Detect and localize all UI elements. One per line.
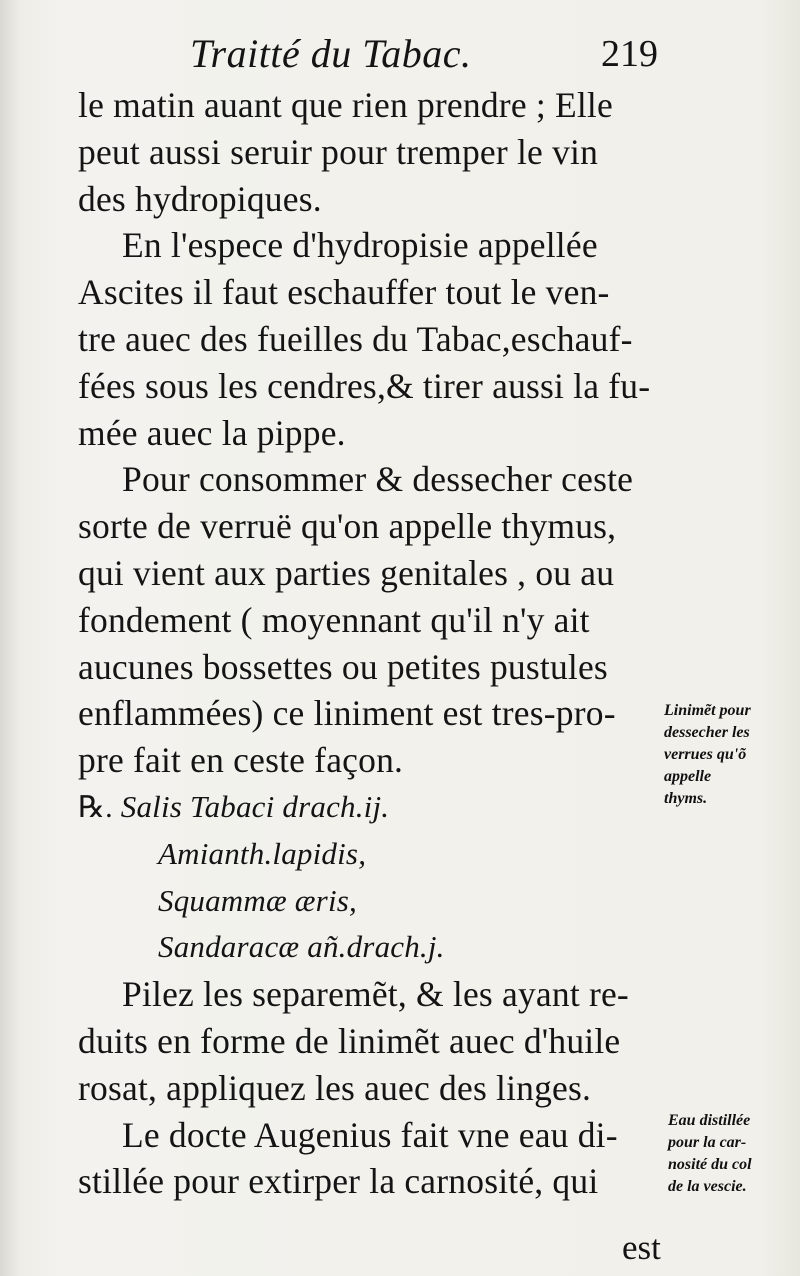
text-line: qui vient aux parties genitales , ou au <box>78 552 615 593</box>
text-line: Le docte Augenius fait vne eau di- <box>122 1114 618 1155</box>
margin-note-line: thyms. <box>664 790 708 807</box>
text-line: des hydropiques. <box>78 178 322 219</box>
margin-note-line: verrues qu'õ <box>664 746 747 763</box>
margin-note-line: dessecher les <box>664 724 750 741</box>
text-line: aucunes bossettes ou petites pustules <box>78 646 608 687</box>
margin-note-eau-distillee <box>668 1110 798 1198</box>
margin-note-line: pour la car- <box>668 1134 747 1151</box>
recipe-symbol: ℞. <box>78 790 113 824</box>
text-line: Pour consommer & dessecher ceste <box>122 459 634 500</box>
margin-note-liniment <box>664 700 794 810</box>
text-line: fées sous les cendres,& tirer aussi la fu- <box>78 365 651 406</box>
text-line: enflammées) ce liniment est tres-pro- <box>78 693 616 734</box>
margin-note-line: Linimẽt pour <box>664 702 751 719</box>
text-line: Ascites il faut eschauffer tout le ven- <box>78 272 610 313</box>
page-header <box>190 30 670 80</box>
page-number: 219 <box>601 33 658 75</box>
text-line: sorte de verruë qu'on appelle thymus, <box>78 506 617 547</box>
main-text <box>78 82 663 1205</box>
margin-note-line: Eau distillée <box>668 1112 751 1129</box>
catchword: est <box>622 1228 661 1267</box>
margin-note-line: de la vescie. <box>668 1178 747 1195</box>
text-line: mée auec la pippe. <box>78 412 346 453</box>
margin-note-line: nosité du col <box>668 1156 752 1173</box>
recipe-ingredient: Squammæ æris, <box>158 882 357 918</box>
text-line: stillée pour extirper la carnosité, qui <box>78 1161 599 1202</box>
text-line: le matin auant que rien prendre ; Elle <box>78 85 613 125</box>
text-line: fondement ( moyennant qu'il n'y ait <box>78 599 590 640</box>
text-line: tre auec des fueilles du Tabac,eschauf- <box>78 318 633 359</box>
running-title: Traitté du Tabac. <box>190 31 472 76</box>
recipe-ingredient: Salis Tabaci drach.ij. <box>120 788 390 824</box>
text-line: peut aussi seruir pour tremper le vin <box>78 131 599 172</box>
margin-note-line: appelle <box>664 768 712 785</box>
recipe-line <box>78 784 663 831</box>
recipe-ingredient: Sandaracæ añ.drach.j. <box>158 929 445 965</box>
text-line: duits en forme de linimẽt auec d'huile <box>78 1020 621 1061</box>
text-line: En l'espece d'hydropisie appellée <box>122 225 598 266</box>
text-line: rosat, appliquez les auec des linges. <box>78 1067 592 1108</box>
text-line: pre fait en ceste façon. <box>78 740 404 781</box>
text-line: Pilez les separemẽt, & les ayant re- <box>122 974 629 1015</box>
recipe-ingredient: Amianth.lapidis, <box>158 835 367 871</box>
